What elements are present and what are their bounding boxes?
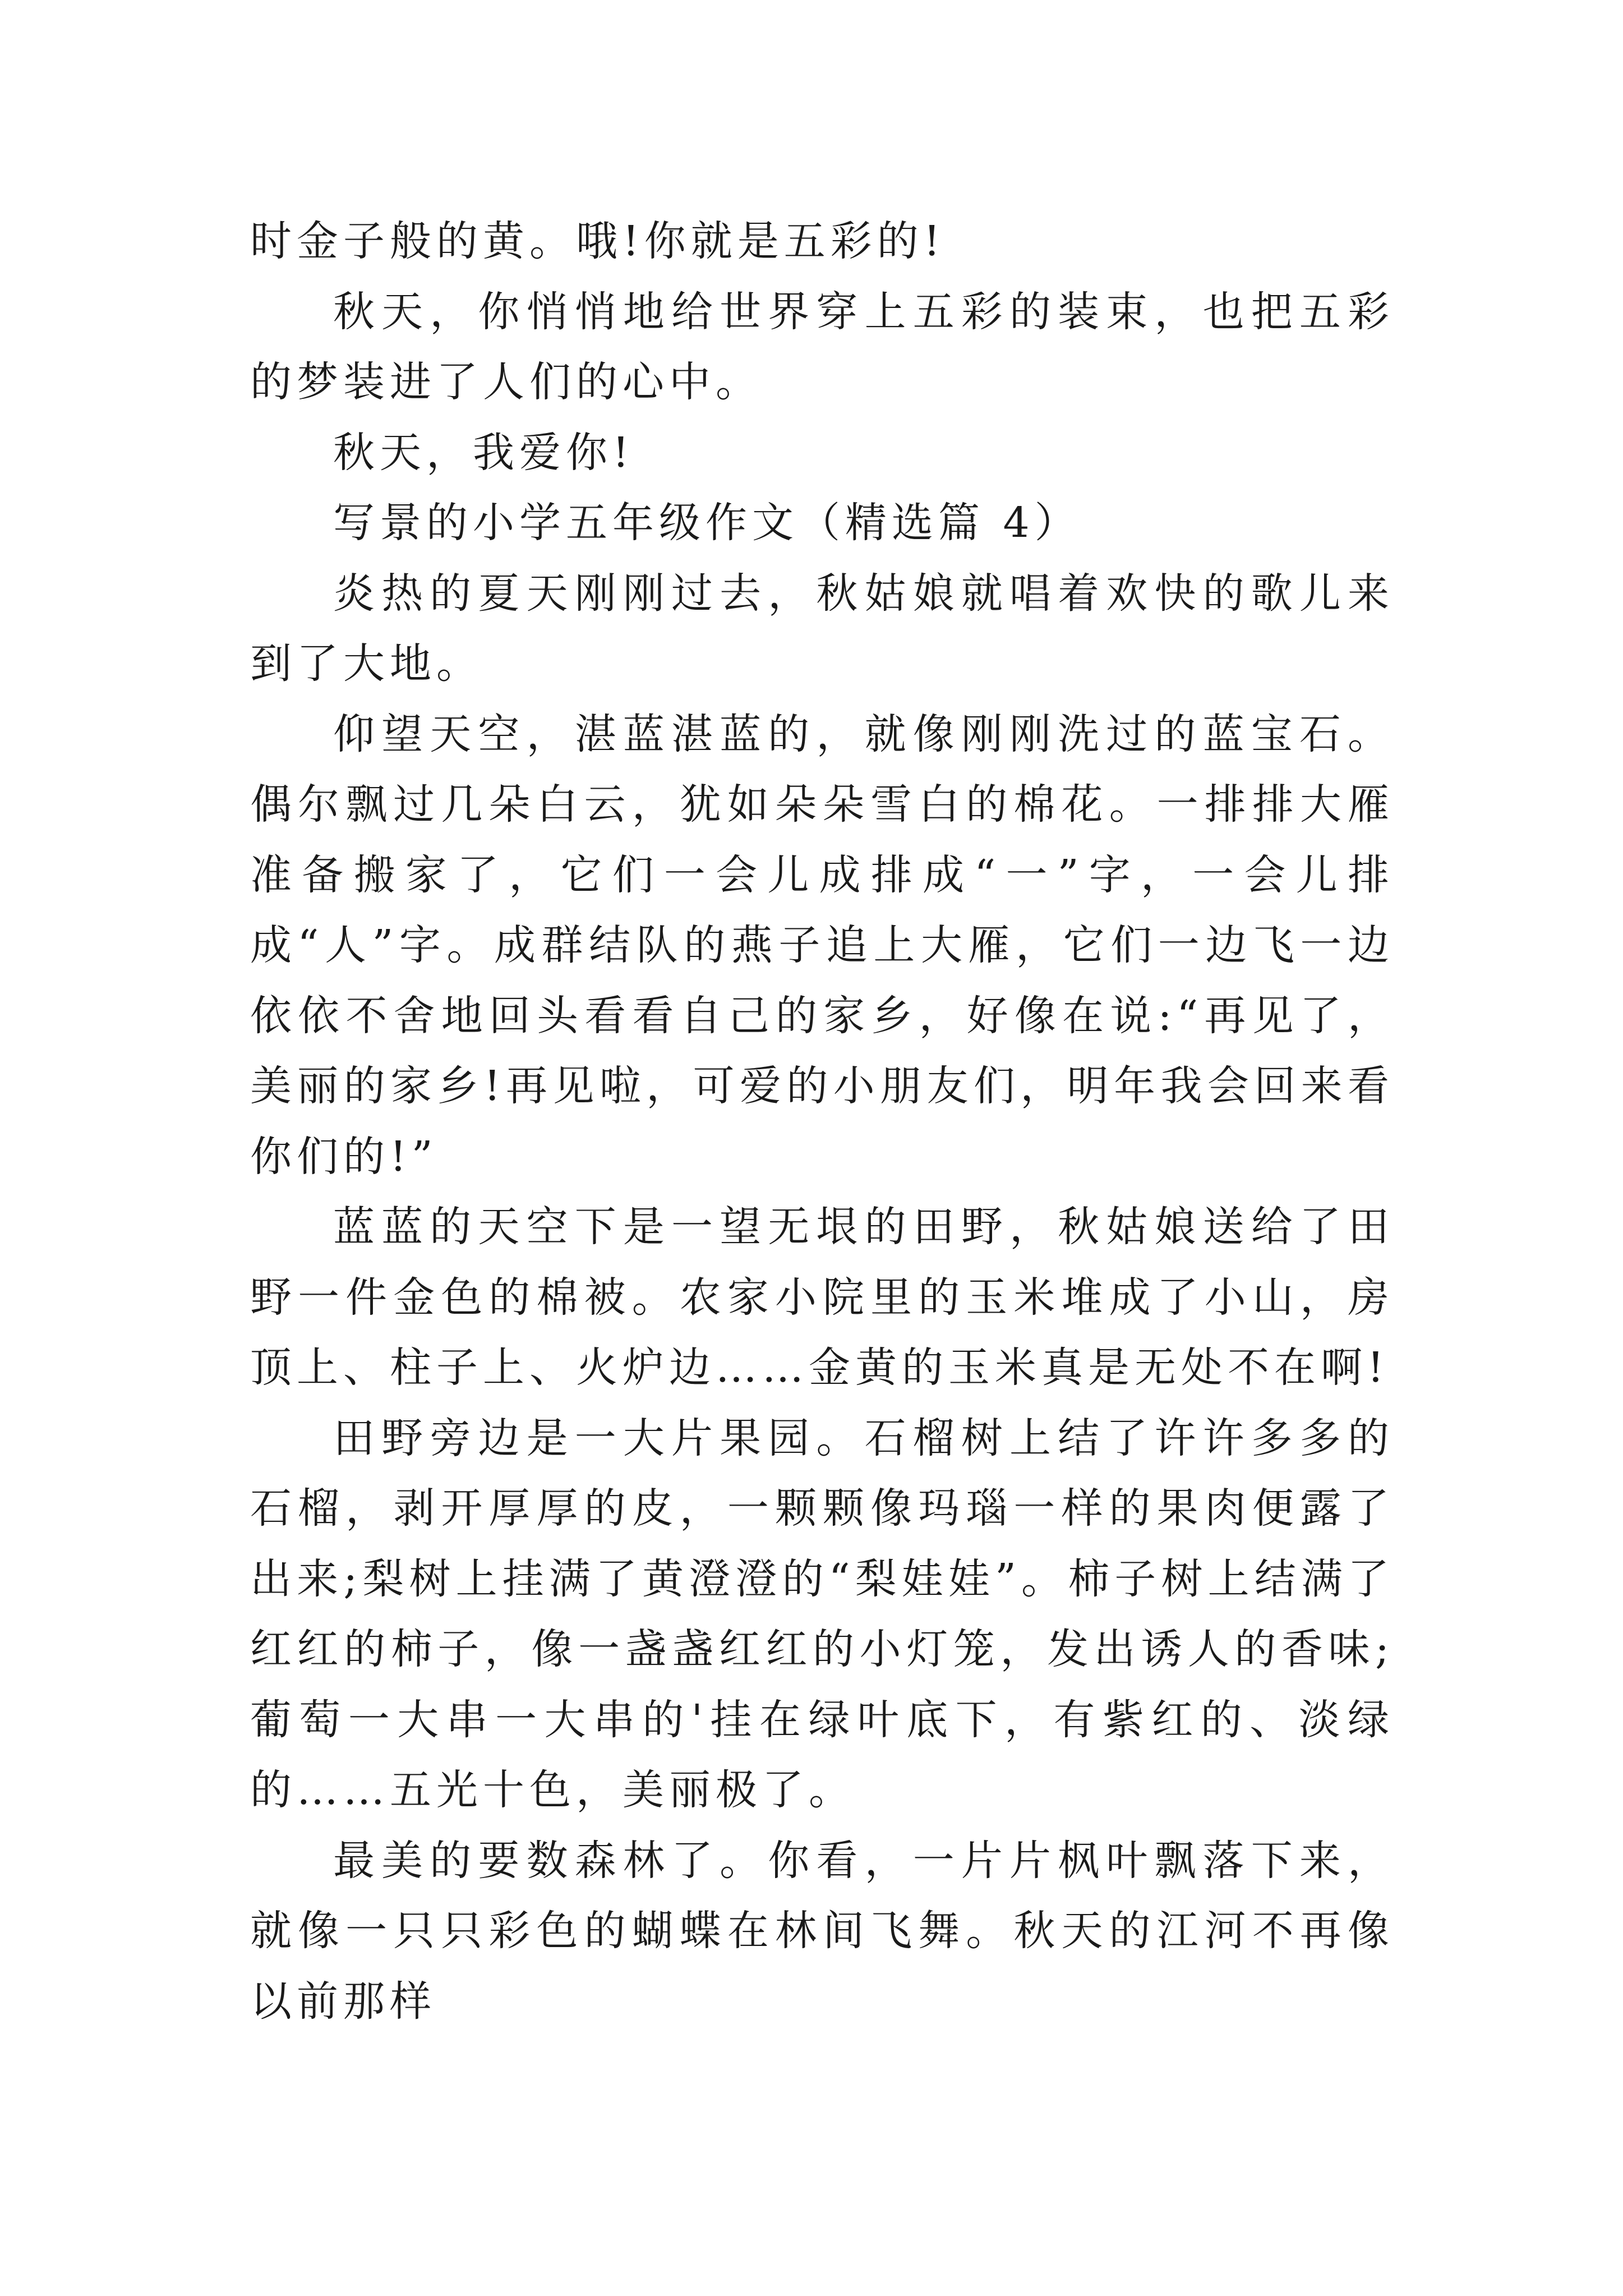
paragraph: 蓝蓝的天空下是一望无垠的田野，秋姑娘送给了田野一件金色的棉被。农家小院里的玉米堆成了小山，房顶上、柱子上、火炉边……金黄的玉米真是无处不在啊! <box>250 1203 1394 1392</box>
paragraph: 田野旁边是一大片果园。石榴树上结了许许多多的石榴，剥开厚厚的皮，一颗颗像玛瑙一样的果肉便露了出来;梨树上挂满了黄澄澄的“梨娃娃”。柿子树上结满了红红的柿子，像一盏盏红红的小灯笼，发出诱人的香味;葡萄一大串一大串的'挂在绿叶底下，有紫红的、淡绿的……五光十色，美丽极了。 <box>250 1414 1394 1814</box>
section-heading: 写景的小学五年级作文（精选篇 4） <box>333 499 1081 547</box>
paragraph: 炎热的夏天刚刚过去，秋姑娘就唱着欢快的歌儿来到了大地。 <box>250 569 1394 688</box>
paragraph: 最美的要数森林了。你看，一片片枫叶飘落下来，就像一只只彩色的蝴蝶在林间飞舞。秋天的江河不再像以前那样 <box>250 1836 1394 2026</box>
paragraph: 秋天，你悄悄地给世界穿上五彩的装束，也把五彩的梦装进了人们的心中。 <box>250 287 1394 406</box>
paragraph: 仰望天空，湛蓝湛蓝的，就像刚刚洗过的蓝宝石。偶尔飘过几朵白云，犹如朵朵雪白的棉花。一排排大雁准备搬家了，它们一会儿成排成“一”字，一会儿排成“人”字。成群结队的燕子追上大雁，它们一边飞一边依依不舍地回头看看自己的家乡，好像在说:“再见了，美丽的家乡!再见啦，可爱的小朋友们，明年我会回来看你们的!” <box>250 710 1394 1181</box>
paragraph-continuation: 时金子般的黄。哦!你就是五彩的! <box>250 217 946 265</box>
article-body <box>250 206 1394 2037</box>
paragraph: 秋天，我爱你! <box>333 428 634 477</box>
